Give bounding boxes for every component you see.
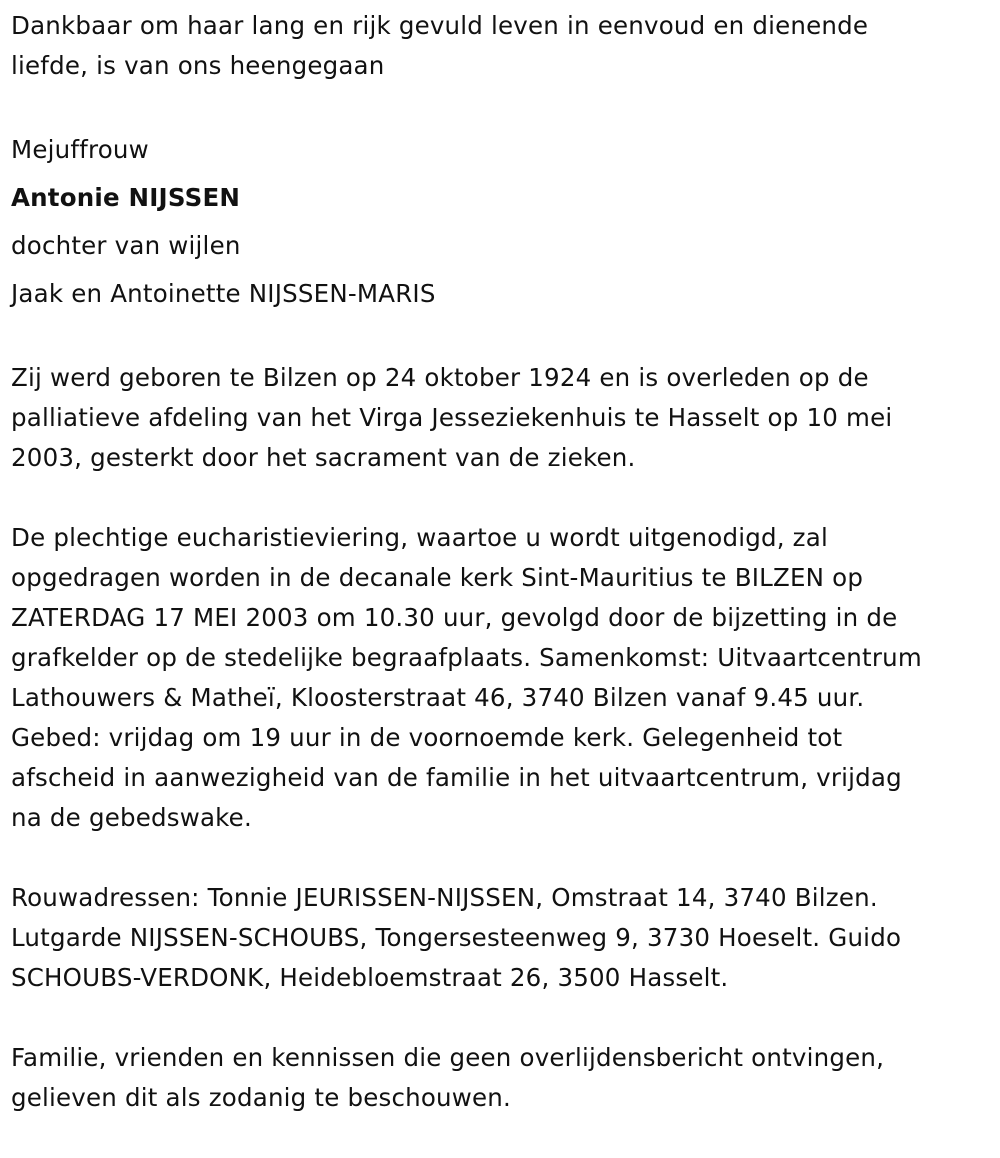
ceremony-line: Lathouwers & Matheï, Kloosterstraat 46, 3740 Bilzen vanaf 9.45 uur. [11, 683, 865, 712]
ceremony-line: De plechtige eucharistieviering, waartoe u wordt uitgenodigd, zal [11, 523, 828, 552]
intro-line: Dankbaar om haar lang en rijk gevuld leven in eenvoud en dienende [11, 11, 869, 40]
addresses-paragraph [11, 878, 996, 998]
ceremony-line: opgedragen worden in de decanale kerk Sint-Mauritius te BILZEN op [11, 563, 864, 592]
intro-paragraph [11, 6, 996, 86]
honorific-title: Mejuffrouw [11, 135, 149, 164]
birth-death-paragraph [11, 358, 996, 478]
closing-paragraph [11, 1038, 996, 1118]
ceremony-line: Gebed: vrijdag om 19 uur in de voornoemde kerk. Gelegenheid tot [11, 723, 843, 752]
birth-death-line: palliatieve afdeling van het Virga Jesseziekenhuis te Hasselt op 10 mei [11, 403, 893, 432]
birth-death-line: Zij werd geboren te Bilzen op 24 oktober 1924 en is overleden op de [11, 363, 869, 392]
ceremony-line: na de gebedswake. [11, 803, 252, 832]
ceremony-line: afscheid in aanwezigheid van de familie in het uitvaartcentrum, vrijdag [11, 763, 902, 792]
birth-death-line: 2003, gesterkt door het sacrament van de zieken. [11, 443, 636, 472]
ceremony-line: grafkelder op de stedelijke begraafplaats. Samenkomst: Uitvaartcentrum [11, 643, 922, 672]
ceremony-line: ZATERDAG 17 MEI 2003 om 10.30 uur, gevolgd door de bijzetting in de [11, 603, 898, 632]
address-line: Lutgarde NIJSSEN-SCHOUBS, Tongersesteenweg 9, 3730 Hoeselt. Guido [11, 923, 902, 952]
death-notice [11, 6, 996, 1158]
closing-line: gelieven dit als zodanig te beschouwen. [11, 1083, 512, 1112]
closing-line: Familie, vrienden en kennissen die geen overlijdensbericht ontvingen, [11, 1043, 885, 1072]
intro-line: liefde, is van ons heengegaan [11, 51, 385, 80]
deceased-name: Antonie NIJSSEN [11, 183, 241, 212]
ceremony-paragraph [11, 518, 996, 838]
relation-text: dochter van wijlen [11, 231, 241, 260]
deceased-block [11, 126, 996, 318]
address-line: Rouwadressen: Tonnie JEURISSEN-NIJSSEN, Omstraat 14, 3740 Bilzen. [11, 883, 878, 912]
address-line: SCHOUBS-VERDONK, Heidebloemstraat 26, 3500 Hasselt. [11, 963, 729, 992]
parents-names: Jaak en Antoinette NIJSSEN-MARIS [11, 279, 436, 308]
